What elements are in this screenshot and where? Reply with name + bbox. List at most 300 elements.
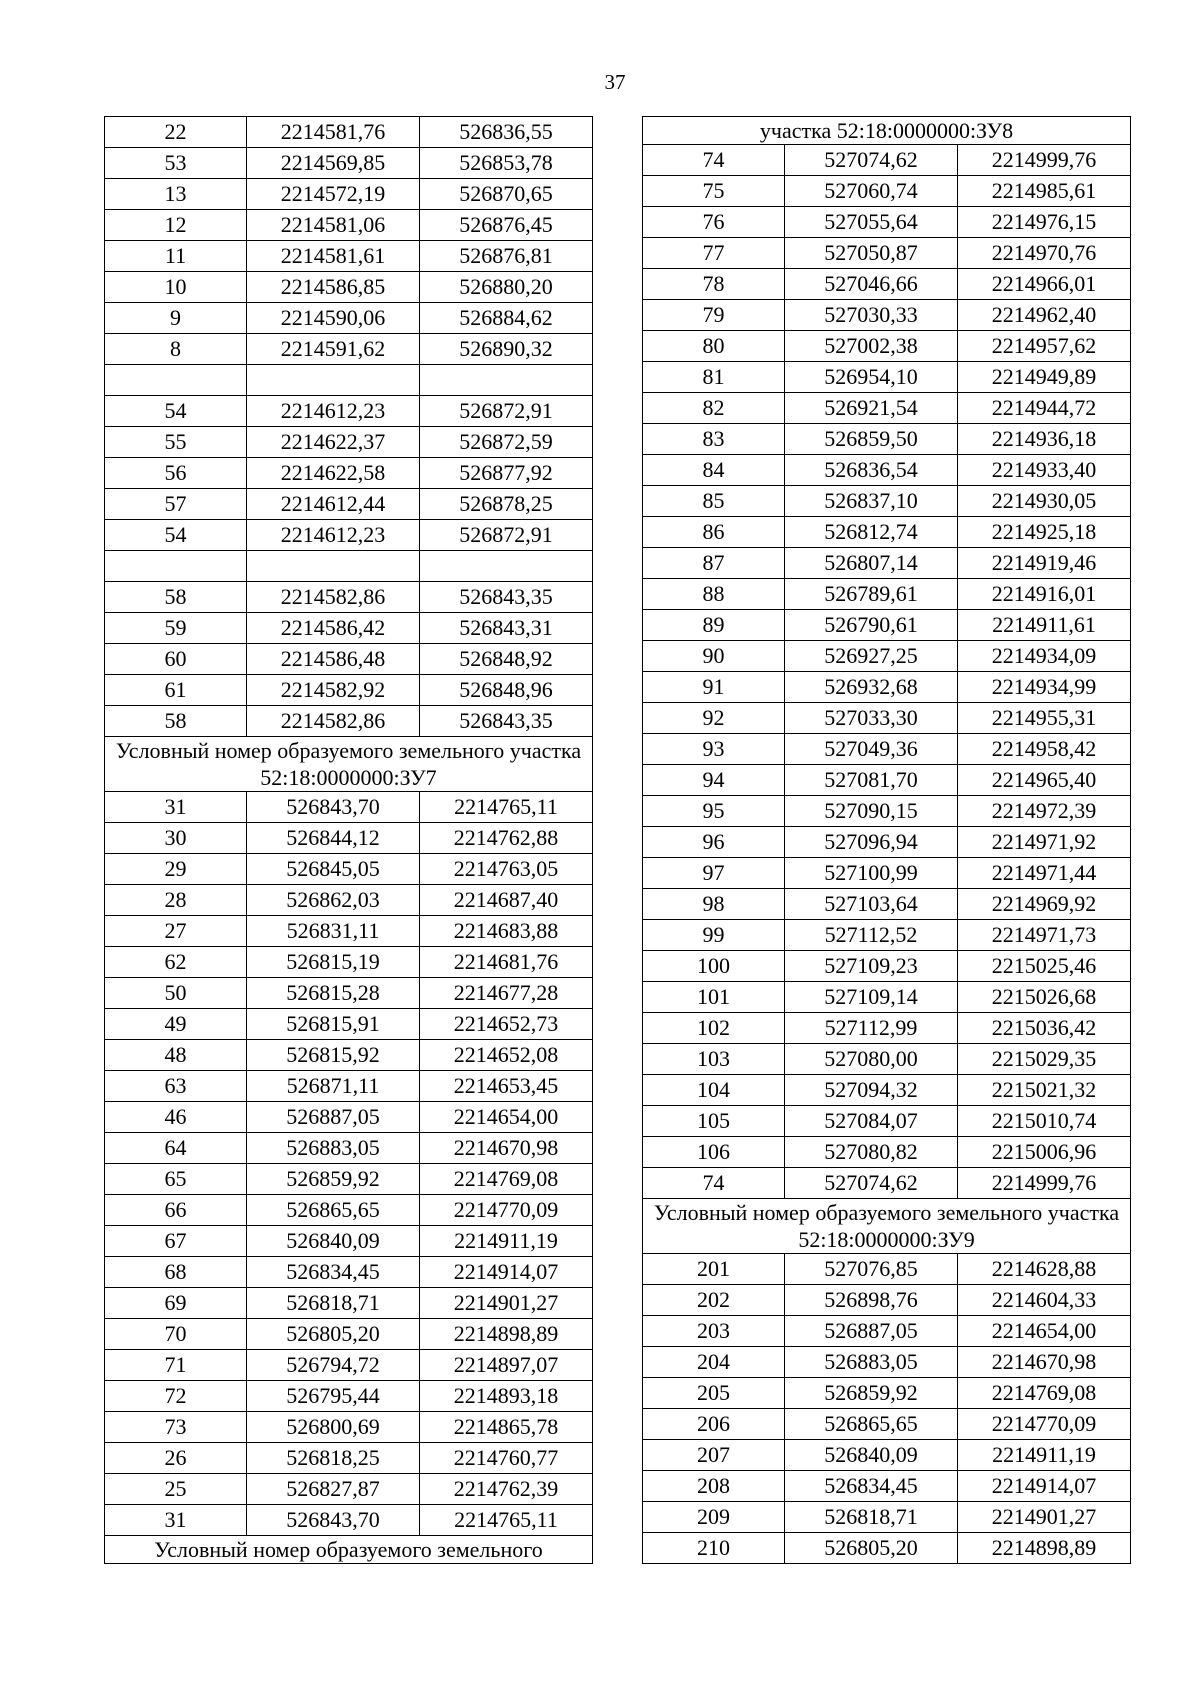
y-coordinate-cell: 2214898,89 xyxy=(958,1533,1131,1564)
table-row xyxy=(105,1319,593,1350)
table-row xyxy=(643,1075,1131,1106)
x-coordinate-cell: 526840,09 xyxy=(785,1440,958,1471)
point-number-cell: 50 xyxy=(105,978,247,1009)
point-number-cell: 12 xyxy=(105,210,247,241)
table-row xyxy=(643,362,1131,393)
x-coordinate-cell: 2214582,92 xyxy=(247,675,420,706)
y-coordinate-cell: 526878,25 xyxy=(420,489,593,520)
point-number-cell: 204 xyxy=(643,1347,785,1378)
table-row xyxy=(105,582,593,613)
x-coordinate-cell: 526837,10 xyxy=(785,486,958,517)
table-row xyxy=(643,672,1131,703)
y-coordinate-cell: 2214957,62 xyxy=(958,331,1131,362)
table-row xyxy=(643,1440,1131,1471)
y-coordinate-cell: 526843,31 xyxy=(420,613,593,644)
x-coordinate-cell: 2214572,19 xyxy=(247,179,420,210)
x-coordinate-cell: 2214612,23 xyxy=(247,520,420,551)
parcel-heading-row xyxy=(643,117,1131,145)
x-coordinate-cell: 526859,92 xyxy=(247,1164,420,1195)
point-number-cell: 46 xyxy=(105,1102,247,1133)
point-number-cell: 106 xyxy=(643,1137,785,1168)
table-row xyxy=(105,427,593,458)
point-number-cell: 105 xyxy=(643,1106,785,1137)
table-row xyxy=(643,548,1131,579)
table-row xyxy=(643,300,1131,331)
x-coordinate-cell: 526859,50 xyxy=(785,424,958,455)
point-number-cell: 97 xyxy=(643,858,785,889)
table-row xyxy=(643,827,1131,858)
x-coordinate-cell: 526834,45 xyxy=(785,1471,958,1502)
y-coordinate-cell: 2214971,92 xyxy=(958,827,1131,858)
x-coordinate-cell: 526834,45 xyxy=(247,1257,420,1288)
y-coordinate-cell: 2214893,18 xyxy=(420,1381,593,1412)
point-number-cell: 98 xyxy=(643,889,785,920)
table-row xyxy=(643,765,1131,796)
x-coordinate-cell: 527055,64 xyxy=(785,207,958,238)
table-row xyxy=(105,210,593,241)
table-row xyxy=(643,734,1131,765)
y-coordinate-cell: 2214985,61 xyxy=(958,176,1131,207)
point-number-cell: 13 xyxy=(105,179,247,210)
x-coordinate-cell: 526844,12 xyxy=(247,823,420,854)
table-row xyxy=(105,365,593,396)
x-coordinate-cell: 526815,28 xyxy=(247,978,420,1009)
x-coordinate-cell: 526790,61 xyxy=(785,610,958,641)
y-coordinate-cell: 2214934,99 xyxy=(958,672,1131,703)
x-coordinate-cell: 526871,11 xyxy=(247,1071,420,1102)
table-row xyxy=(105,1071,593,1102)
table-row xyxy=(105,1195,593,1226)
point-number-cell: 101 xyxy=(643,982,785,1013)
point-number-cell: 9 xyxy=(105,303,247,334)
x-coordinate-cell: 526827,87 xyxy=(247,1474,420,1505)
table-row xyxy=(105,644,593,675)
table-row xyxy=(105,1412,593,1443)
y-coordinate-cell: 2214969,92 xyxy=(958,889,1131,920)
x-coordinate-cell: 526845,05 xyxy=(247,854,420,885)
point-number-cell: 208 xyxy=(643,1471,785,1502)
x-coordinate-cell: 527084,07 xyxy=(785,1106,958,1137)
point-number-cell: 203 xyxy=(643,1316,785,1347)
x-coordinate-cell: 2214581,61 xyxy=(247,241,420,272)
x-coordinate-cell: 527030,33 xyxy=(785,300,958,331)
point-number-cell: 29 xyxy=(105,854,247,885)
point-number-cell xyxy=(105,551,247,582)
coordinates-table-left xyxy=(104,116,593,1564)
table-row xyxy=(105,1350,593,1381)
point-number-cell: 202 xyxy=(643,1285,785,1316)
x-coordinate-cell: 526932,68 xyxy=(785,672,958,703)
table-row xyxy=(643,1347,1131,1378)
table-row xyxy=(105,947,593,978)
y-coordinate-cell: 2214901,27 xyxy=(958,1502,1131,1533)
x-coordinate-cell: 2214590,06 xyxy=(247,303,420,334)
x-coordinate-cell: 526843,70 xyxy=(247,1505,420,1536)
x-coordinate-cell: 527080,82 xyxy=(785,1137,958,1168)
table-row xyxy=(643,1409,1131,1440)
table-row xyxy=(643,145,1131,176)
table-row xyxy=(105,792,593,823)
x-coordinate-cell: 526831,11 xyxy=(247,916,420,947)
y-coordinate-cell: 2214865,78 xyxy=(420,1412,593,1443)
x-coordinate-cell: 526805,20 xyxy=(785,1533,958,1564)
table-row xyxy=(105,520,593,551)
y-coordinate-cell: 526853,78 xyxy=(420,148,593,179)
y-coordinate-cell: 2214604,33 xyxy=(958,1285,1131,1316)
table-row xyxy=(643,858,1131,889)
table-row xyxy=(105,1288,593,1319)
table-row xyxy=(105,241,593,272)
x-coordinate-cell: 2214591,62 xyxy=(247,334,420,365)
y-coordinate-cell: 2214769,08 xyxy=(420,1164,593,1195)
point-number-cell: 53 xyxy=(105,148,247,179)
point-number-cell: 92 xyxy=(643,703,785,734)
table-row xyxy=(643,1533,1131,1564)
y-coordinate-cell: 526836,55 xyxy=(420,117,593,148)
x-coordinate-cell: 526795,44 xyxy=(247,1381,420,1412)
point-number-cell: 30 xyxy=(105,823,247,854)
table-row xyxy=(643,1316,1131,1347)
y-coordinate-cell: 2215006,96 xyxy=(958,1137,1131,1168)
point-number-cell: 26 xyxy=(105,1443,247,1474)
x-coordinate-cell: 526807,14 xyxy=(785,548,958,579)
y-coordinate-cell: 526843,35 xyxy=(420,582,593,613)
x-coordinate-cell: 2214582,86 xyxy=(247,706,420,737)
point-number-cell: 59 xyxy=(105,613,247,644)
y-coordinate-cell: 2214971,44 xyxy=(958,858,1131,889)
point-number-cell: 82 xyxy=(643,393,785,424)
x-coordinate-cell: 526898,76 xyxy=(785,1285,958,1316)
point-number-cell: 60 xyxy=(105,644,247,675)
table-row xyxy=(643,1254,1131,1285)
point-number-cell: 54 xyxy=(105,520,247,551)
table-row xyxy=(105,458,593,489)
point-number-cell: 90 xyxy=(643,641,785,672)
table-row xyxy=(643,1044,1131,1075)
page-number: 37 xyxy=(604,70,626,94)
x-coordinate-cell: 526859,92 xyxy=(785,1378,958,1409)
point-number-cell: 28 xyxy=(105,885,247,916)
parcel-heading: Условный номер образуемого земельного участка 52:18:0000000:ЗУ7 xyxy=(105,737,593,792)
x-coordinate-cell: 2214622,58 xyxy=(247,458,420,489)
y-coordinate-cell: 2214770,09 xyxy=(420,1195,593,1226)
y-coordinate-cell: 2214999,76 xyxy=(958,1168,1131,1199)
table-row xyxy=(643,1013,1131,1044)
x-coordinate-cell: 2214586,42 xyxy=(247,613,420,644)
x-coordinate-cell: 527096,94 xyxy=(785,827,958,858)
point-number-cell: 99 xyxy=(643,920,785,951)
point-number-cell xyxy=(105,365,247,396)
x-coordinate-cell: 2214581,06 xyxy=(247,210,420,241)
table-row xyxy=(643,1137,1131,1168)
point-number-cell: 84 xyxy=(643,455,785,486)
x-coordinate-cell: 527033,30 xyxy=(785,703,958,734)
point-number-cell: 70 xyxy=(105,1319,247,1350)
y-coordinate-cell: 526872,91 xyxy=(420,520,593,551)
y-coordinate-cell: 2215025,46 xyxy=(958,951,1131,982)
table-row xyxy=(643,1502,1131,1533)
y-coordinate-cell: 2214763,05 xyxy=(420,854,593,885)
x-coordinate-cell: 527002,38 xyxy=(785,331,958,362)
point-number-cell: 65 xyxy=(105,1164,247,1195)
y-coordinate-cell: 526877,92 xyxy=(420,458,593,489)
y-coordinate-cell: 2214934,09 xyxy=(958,641,1131,672)
y-coordinate-cell: 2214765,11 xyxy=(420,792,593,823)
point-number-cell: 63 xyxy=(105,1071,247,1102)
x-coordinate-cell: 527074,62 xyxy=(785,145,958,176)
point-number-cell: 66 xyxy=(105,1195,247,1226)
table-row xyxy=(105,1164,593,1195)
point-number-cell: 87 xyxy=(643,548,785,579)
y-coordinate-cell: 526872,91 xyxy=(420,396,593,427)
y-coordinate-cell: 2214925,18 xyxy=(958,517,1131,548)
x-coordinate-cell: 2214586,48 xyxy=(247,644,420,675)
y-coordinate-cell: 2214770,09 xyxy=(958,1409,1131,1440)
y-coordinate-cell: 526848,92 xyxy=(420,644,593,675)
y-coordinate-cell: 2214898,89 xyxy=(420,1319,593,1350)
x-coordinate-cell: 527112,99 xyxy=(785,1013,958,1044)
point-number-cell: 96 xyxy=(643,827,785,858)
x-coordinate-cell: 527109,14 xyxy=(785,982,958,1013)
x-coordinate-cell: 527100,99 xyxy=(785,858,958,889)
y-coordinate-cell: 526876,45 xyxy=(420,210,593,241)
table-row xyxy=(643,269,1131,300)
table-row xyxy=(105,675,593,706)
table-row xyxy=(105,303,593,334)
parcel-heading: Условный номер образуемого земельного участка 52:18:0000000:ЗУ9 xyxy=(643,1199,1131,1254)
point-number-cell: 78 xyxy=(643,269,785,300)
y-coordinate-cell: 526843,35 xyxy=(420,706,593,737)
y-coordinate-cell: 526880,20 xyxy=(420,272,593,303)
point-number-cell: 102 xyxy=(643,1013,785,1044)
point-number-cell: 91 xyxy=(643,672,785,703)
y-coordinate-cell: 2214762,39 xyxy=(420,1474,593,1505)
point-number-cell: 73 xyxy=(105,1412,247,1443)
x-coordinate-cell: 2214612,44 xyxy=(247,489,420,520)
point-number-cell: 69 xyxy=(105,1288,247,1319)
y-coordinate-cell: 2214762,88 xyxy=(420,823,593,854)
point-number-cell: 74 xyxy=(643,145,785,176)
point-number-cell: 103 xyxy=(643,1044,785,1075)
point-number-cell: 31 xyxy=(105,792,247,823)
x-coordinate-cell: 527109,23 xyxy=(785,951,958,982)
y-coordinate-cell: 2214976,15 xyxy=(958,207,1131,238)
parcel-heading: участка 52:18:0000000:ЗУ8 xyxy=(643,117,1131,145)
x-coordinate-cell: 527080,00 xyxy=(785,1044,958,1075)
x-coordinate-cell: 527112,52 xyxy=(785,920,958,951)
y-coordinate-cell: 2214654,00 xyxy=(420,1102,593,1133)
x-coordinate-cell: 526843,70 xyxy=(247,792,420,823)
point-number-cell: 205 xyxy=(643,1378,785,1409)
y-coordinate-cell: 2214930,05 xyxy=(958,486,1131,517)
y-coordinate-cell: 2215036,42 xyxy=(958,1013,1131,1044)
point-number-cell: 207 xyxy=(643,1440,785,1471)
point-number-cell: 86 xyxy=(643,517,785,548)
y-coordinate-cell: 2214681,76 xyxy=(420,947,593,978)
table-row xyxy=(105,1474,593,1505)
point-number-cell: 71 xyxy=(105,1350,247,1381)
y-coordinate-cell: 2214972,39 xyxy=(958,796,1131,827)
parcel-heading: Условный номер образуемого земельного xyxy=(105,1536,593,1564)
point-number-cell: 94 xyxy=(643,765,785,796)
point-number-cell: 88 xyxy=(643,579,785,610)
y-coordinate-cell: 2215021,32 xyxy=(958,1075,1131,1106)
point-number-cell: 83 xyxy=(643,424,785,455)
table-row xyxy=(105,706,593,737)
table-row xyxy=(105,272,593,303)
point-number-cell: 10 xyxy=(105,272,247,303)
x-coordinate-cell: 526865,65 xyxy=(247,1195,420,1226)
table-row xyxy=(643,486,1131,517)
point-number-cell: 11 xyxy=(105,241,247,272)
table-row xyxy=(643,1168,1131,1199)
table-row xyxy=(105,179,593,210)
point-number-cell: 80 xyxy=(643,331,785,362)
x-coordinate-cell: 526794,72 xyxy=(247,1350,420,1381)
table-row xyxy=(105,885,593,916)
y-coordinate-cell: 2214897,07 xyxy=(420,1350,593,1381)
y-coordinate-cell: 2214914,07 xyxy=(420,1257,593,1288)
x-coordinate-cell: 527090,15 xyxy=(785,796,958,827)
y-coordinate-cell: 2214760,77 xyxy=(420,1443,593,1474)
y-coordinate-cell: 2214911,61 xyxy=(958,610,1131,641)
point-number-cell: 62 xyxy=(105,947,247,978)
table-row xyxy=(105,1505,593,1536)
y-coordinate-cell: 2214677,28 xyxy=(420,978,593,1009)
table-row xyxy=(643,579,1131,610)
point-number-cell: 58 xyxy=(105,706,247,737)
x-coordinate-cell: 527074,62 xyxy=(785,1168,958,1199)
table-row xyxy=(105,1133,593,1164)
x-coordinate-cell: 526921,54 xyxy=(785,393,958,424)
x-coordinate-cell: 526927,25 xyxy=(785,641,958,672)
y-coordinate-cell: 2215026,68 xyxy=(958,982,1131,1013)
point-number-cell: 77 xyxy=(643,238,785,269)
y-coordinate-cell: 2214670,98 xyxy=(958,1347,1131,1378)
x-coordinate-cell: 526800,69 xyxy=(247,1412,420,1443)
table-row xyxy=(105,1443,593,1474)
table-row xyxy=(643,1471,1131,1502)
table-row xyxy=(105,1226,593,1257)
point-number-cell: 75 xyxy=(643,176,785,207)
x-coordinate-cell: 2214582,86 xyxy=(247,582,420,613)
point-number-cell: 76 xyxy=(643,207,785,238)
x-coordinate-cell: 526883,05 xyxy=(247,1133,420,1164)
table-row xyxy=(643,703,1131,734)
table-row xyxy=(105,117,593,148)
x-coordinate-cell: 526862,03 xyxy=(247,885,420,916)
x-coordinate-cell: 2214586,85 xyxy=(247,272,420,303)
point-number-cell: 25 xyxy=(105,1474,247,1505)
table-row xyxy=(643,610,1131,641)
x-coordinate-cell: 2214622,37 xyxy=(247,427,420,458)
y-coordinate-cell: 2214936,18 xyxy=(958,424,1131,455)
y-coordinate-cell: 2214687,40 xyxy=(420,885,593,916)
point-number-cell: 67 xyxy=(105,1226,247,1257)
table-row xyxy=(643,951,1131,982)
point-number-cell: 27 xyxy=(105,916,247,947)
table-row xyxy=(105,1009,593,1040)
y-coordinate-cell: 526872,59 xyxy=(420,427,593,458)
y-coordinate-cell: 2214999,76 xyxy=(958,145,1131,176)
parcel-heading-row xyxy=(643,1199,1131,1254)
table-row xyxy=(105,916,593,947)
point-number-cell: 81 xyxy=(643,362,785,393)
y-coordinate-cell: 2214933,40 xyxy=(958,455,1131,486)
point-number-cell: 31 xyxy=(105,1505,247,1536)
point-number-cell: 79 xyxy=(643,300,785,331)
y-coordinate-cell: 2214914,07 xyxy=(958,1471,1131,1502)
table-row xyxy=(643,889,1131,920)
table-row xyxy=(643,331,1131,362)
x-coordinate-cell: 526840,09 xyxy=(247,1226,420,1257)
point-number-cell: 210 xyxy=(643,1533,785,1564)
point-number-cell: 49 xyxy=(105,1009,247,1040)
table-row xyxy=(105,1102,593,1133)
parcel-heading-row xyxy=(105,1536,593,1564)
x-coordinate-cell: 526818,71 xyxy=(785,1502,958,1533)
point-number-cell: 93 xyxy=(643,734,785,765)
table-row xyxy=(105,334,593,365)
table-row xyxy=(105,1381,593,1412)
x-coordinate-cell: 526812,74 xyxy=(785,517,958,548)
point-number-cell: 22 xyxy=(105,117,247,148)
y-coordinate-cell: 2214670,98 xyxy=(420,1133,593,1164)
y-coordinate-cell: 2214955,31 xyxy=(958,703,1131,734)
x-coordinate-cell: 527060,74 xyxy=(785,176,958,207)
table-row xyxy=(643,176,1131,207)
y-coordinate-cell: 2214966,01 xyxy=(958,269,1131,300)
x-coordinate-cell: 527081,70 xyxy=(785,765,958,796)
y-coordinate-cell: 2214765,11 xyxy=(420,1505,593,1536)
y-coordinate-cell: 2214628,88 xyxy=(958,1254,1131,1285)
table-row xyxy=(643,455,1131,486)
point-number-cell: 54 xyxy=(105,396,247,427)
y-coordinate-cell: 2214653,45 xyxy=(420,1071,593,1102)
x-coordinate-cell xyxy=(247,365,420,396)
table-row xyxy=(643,641,1131,672)
y-coordinate-cell: 2215029,35 xyxy=(958,1044,1131,1075)
y-coordinate-cell: 526890,32 xyxy=(420,334,593,365)
x-coordinate-cell: 526865,65 xyxy=(785,1409,958,1440)
table-row xyxy=(643,1285,1131,1316)
point-number-cell: 104 xyxy=(643,1075,785,1106)
x-coordinate-cell: 526815,19 xyxy=(247,947,420,978)
y-coordinate-cell: 2214971,73 xyxy=(958,920,1131,951)
parcel-heading-row xyxy=(105,737,593,792)
x-coordinate-cell: 527103,64 xyxy=(785,889,958,920)
y-coordinate-cell: 2214683,88 xyxy=(420,916,593,947)
x-coordinate-cell: 526789,61 xyxy=(785,579,958,610)
x-coordinate-cell: 526883,05 xyxy=(785,1347,958,1378)
x-coordinate-cell: 526815,91 xyxy=(247,1009,420,1040)
x-coordinate-cell: 526815,92 xyxy=(247,1040,420,1071)
point-number-cell: 95 xyxy=(643,796,785,827)
x-coordinate-cell: 526818,25 xyxy=(247,1443,420,1474)
table-row xyxy=(105,978,593,1009)
point-number-cell: 85 xyxy=(643,486,785,517)
point-number-cell: 72 xyxy=(105,1381,247,1412)
table-row xyxy=(643,207,1131,238)
y-coordinate-cell: 2214970,76 xyxy=(958,238,1131,269)
y-coordinate-cell: 2214949,89 xyxy=(958,362,1131,393)
x-coordinate-cell: 526805,20 xyxy=(247,1319,420,1350)
point-number-cell: 8 xyxy=(105,334,247,365)
table-row xyxy=(643,920,1131,951)
y-coordinate-cell: 526870,65 xyxy=(420,179,593,210)
x-coordinate-cell: 2214612,23 xyxy=(247,396,420,427)
table-row xyxy=(643,796,1131,827)
